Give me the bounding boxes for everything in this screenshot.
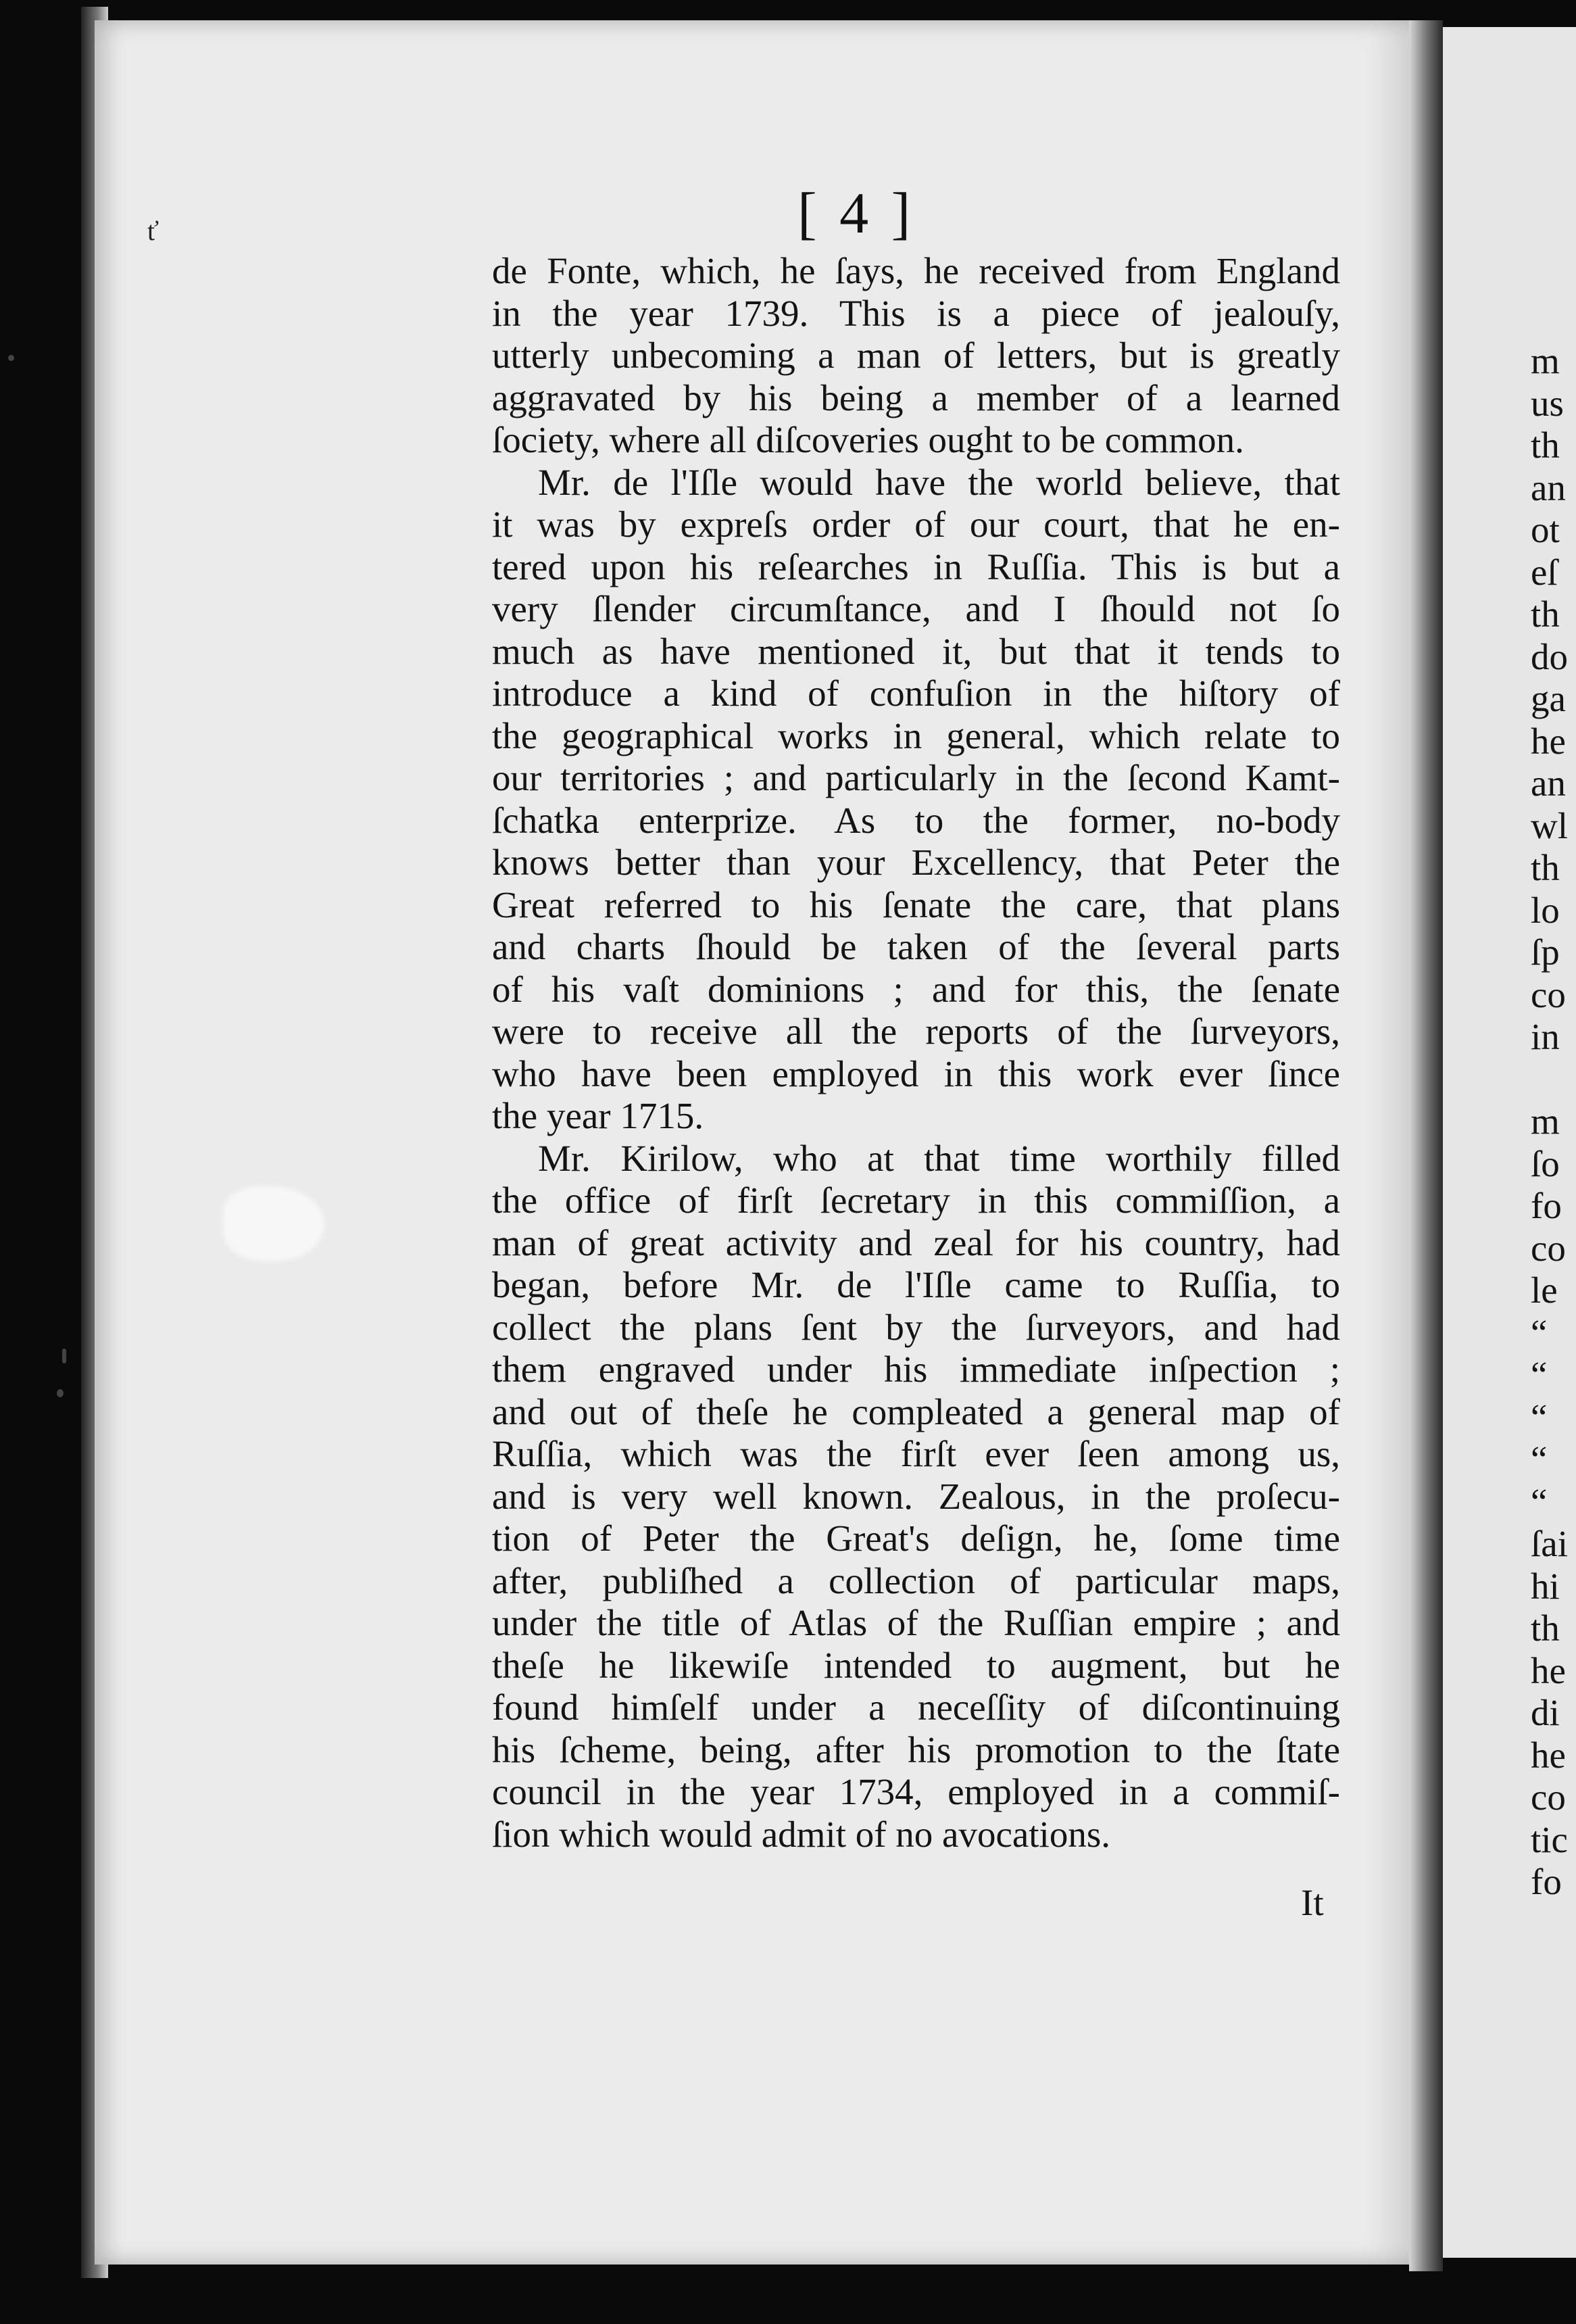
facing-line: fo — [1531, 1185, 1562, 1226]
text-line: aggravated by his being a member of a learned — [492, 377, 1340, 418]
text-line: the year 1715. — [492, 1095, 704, 1136]
facing-line: he — [1531, 1734, 1566, 1776]
text-line: them engraved under his immediate inſpection ; — [492, 1349, 1340, 1390]
facing-line: “ — [1531, 1396, 1548, 1438]
ink-speck — [62, 1349, 66, 1363]
text-line: and is very well known. Zealous, in the proſecu- — [492, 1475, 1340, 1517]
facing-line: ſp — [1531, 931, 1560, 973]
facing-line: he — [1531, 720, 1566, 762]
margin-mark: ť — [147, 216, 159, 246]
text-line: introduce a kind of confuſion in the hiſtory of — [492, 673, 1340, 714]
facing-line: fo — [1531, 1861, 1562, 1902]
text-line: much as have mentioned it, but that it tends to — [492, 630, 1340, 672]
facing-line: th — [1531, 425, 1560, 466]
facing-line: th — [1531, 847, 1560, 888]
facing-line: hi — [1531, 1565, 1560, 1607]
facing-line: di — [1531, 1692, 1560, 1733]
facing-line: “ — [1531, 1311, 1548, 1353]
facing-line: le — [1531, 1269, 1558, 1311]
text-line: his ſcheme, being, after his promotion to the ſtate — [492, 1728, 1340, 1770]
text-line: collect the plans ſent by the ſurveyors, and had — [492, 1306, 1340, 1348]
facing-line: ga — [1531, 678, 1566, 719]
catchword: It — [1301, 1882, 1324, 1923]
text-line: de Fonte, which, he ſays, he received from England — [492, 250, 1340, 291]
facing-line: an — [1531, 762, 1566, 804]
text-line: knows better than your Excellency, that Peter the — [492, 842, 1340, 883]
facing-line: m — [1531, 340, 1560, 381]
facing-line — [1531, 1059, 1576, 1101]
facing-line: m — [1531, 1100, 1560, 1142]
facing-line: “ — [1531, 1438, 1548, 1480]
facing-line: th — [1531, 594, 1560, 635]
facing-line: in — [1531, 1016, 1560, 1057]
facing-line: eſ — [1531, 551, 1558, 593]
facing-line: wl — [1531, 804, 1568, 846]
text-line: Ruſſia, which was the firſt ever ſeen among us, — [492, 1433, 1340, 1474]
facing-line: do — [1531, 635, 1568, 677]
text-line: council in the year 1734, employed in a commiſ- — [492, 1771, 1340, 1812]
text-line: our territories ; and particularly in the ſecond Kamt- — [492, 757, 1340, 798]
text-line: under the title of Atlas of the Ruſſian empire ; and — [492, 1602, 1340, 1643]
text-line: Mr. Kirilow, who at that time worthily filled — [538, 1137, 1340, 1179]
text-line: in the year 1739. This is a piece of jealouſy, — [492, 292, 1340, 334]
text-line: man of great activity and zeal for his country, had — [492, 1221, 1340, 1263]
facing-line: “ — [1531, 1480, 1548, 1522]
facing-line: tic — [1531, 1818, 1568, 1860]
facing-line: an — [1531, 466, 1566, 508]
facing-page-text — [1531, 340, 1576, 1904]
facing-line: co — [1531, 973, 1566, 1015]
book-gutter — [1409, 20, 1443, 2271]
text-line: and charts ſhould be taken of the ſeveral parts — [492, 926, 1340, 967]
text-line: who have been employed in this work ever ſince — [492, 1052, 1340, 1094]
text-line: tered upon his reſearches in Ruſſia. This is but a — [492, 546, 1340, 587]
text-line: the geographical works in general, which relate to — [492, 715, 1340, 756]
text-line: very ſlender circumſtance, and I ſhould not ſo — [492, 588, 1340, 629]
text-line: began, before Mr. de l'Iſle came to Ruſſia, to — [492, 1264, 1340, 1305]
body-text — [492, 250, 1340, 1856]
ink-speck — [8, 355, 14, 361]
text-line: ſociety, where all diſcoveries ought to be common. — [492, 419, 1244, 460]
facing-line: ſo — [1531, 1142, 1560, 1184]
text-line: ſion which would admit of no avocations. — [492, 1813, 1110, 1855]
text-line: of his vaſt dominions ; and for this, the ſenate — [492, 968, 1340, 1010]
paper-stain — [223, 1186, 324, 1261]
text-line: were to receive all the reports of the ſurveyors, — [492, 1011, 1340, 1052]
facing-line: ot — [1531, 509, 1560, 550]
text-line: it was by expreſs order of our court, that he en- — [492, 504, 1340, 545]
facing-line: co — [1531, 1227, 1566, 1269]
facing-line: lo — [1531, 889, 1560, 931]
page-number: [ 4 ] — [797, 180, 915, 245]
facing-line: us — [1531, 382, 1564, 424]
text-line: utterly unbecoming a man of letters, but is greatly — [492, 335, 1340, 376]
text-line: and out of theſe he compleated a general map of — [492, 1390, 1340, 1432]
text-line: the office of firſt ſecretary in this commiſſion, a — [492, 1180, 1340, 1221]
facing-line: co — [1531, 1776, 1566, 1818]
text-line: found himſelf under a neceſſity of diſcontinuing — [492, 1687, 1340, 1728]
text-line: after, publiſhed a collection of particular maps, — [492, 1559, 1340, 1601]
facing-line: ſai — [1531, 1523, 1568, 1564]
text-line: Mr. de l'Iſle would have the world believe, that — [538, 461, 1340, 503]
ink-speck — [57, 1389, 64, 1397]
text-line: tion of Peter the Great's deſign, he, ſome time — [492, 1518, 1340, 1559]
facing-line: he — [1531, 1649, 1566, 1691]
text-line: Great referred to his ſenate the care, that plans — [492, 883, 1340, 925]
text-line: theſe he likewiſe intended to augment, but he — [492, 1644, 1340, 1686]
facing-line: “ — [1531, 1354, 1548, 1395]
text-line: ſchatka enterprize. As to the former, no-body — [492, 799, 1340, 841]
facing-line: th — [1531, 1607, 1560, 1649]
